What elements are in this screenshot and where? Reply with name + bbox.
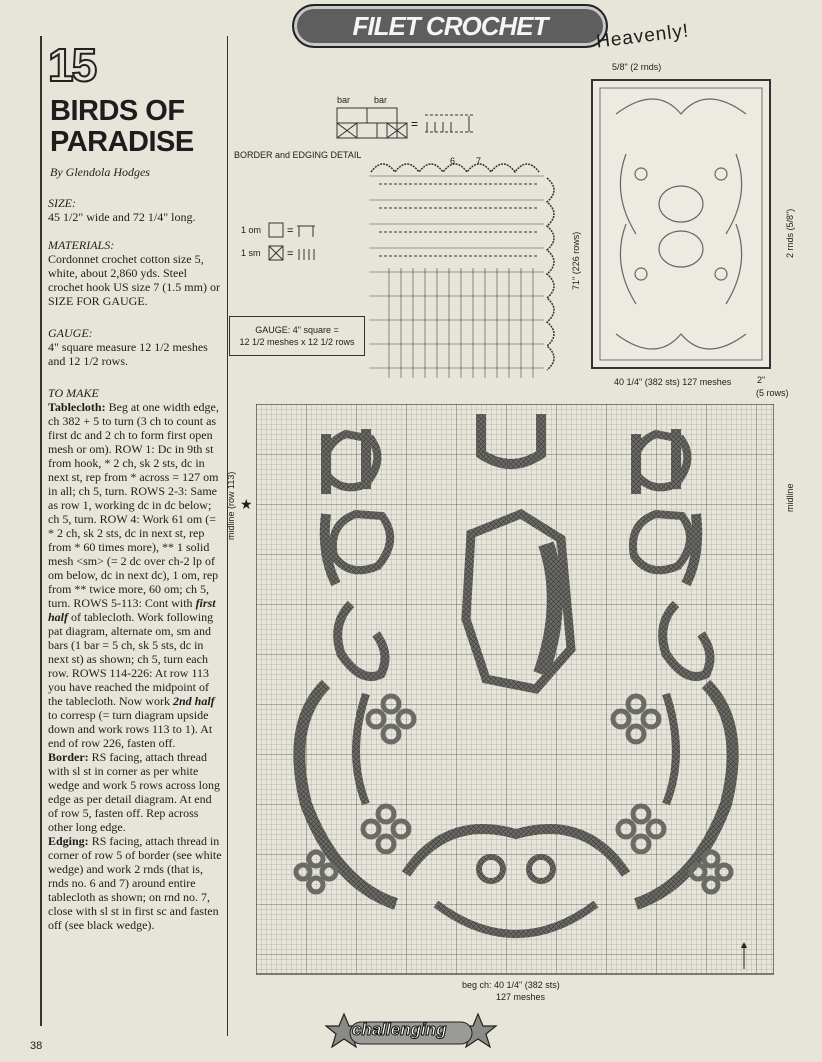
instructions-section — [48, 386, 224, 932]
gauge-heading: GAUGE: — [48, 326, 93, 340]
schematic-border-dim: 2" — [757, 375, 766, 385]
border-paragraph — [48, 750, 224, 834]
gauge-box-line-1: GAUGE: 4" square = — [255, 325, 339, 335]
title-line-1: BIRDS OF — [50, 95, 185, 127]
bar-label-2: bar — [374, 95, 388, 105]
heavenly-tag: Heavenly! — [595, 20, 691, 53]
tablecloth-text: Beg at one width edge, ch 382 + 5 to turn (3 ch to count as first dc and 2 ch to form first open mesh or om). ROW 1: Dc in 9th st from hook, * 2 ch, sk 2 sts, dc in next st, rep from * across = 127 om in all; ch 5, turn. ROWS 2-3: Same as row 1, working dc in dc below; ch 5, turn. ROW 4: Work 61 om (= * 2 ch, sk 2 sts, dc in next st, rep from * 60 times more), ** 1 solid mesh <sm> (= 2 dc over ch-2 lp of om below, dc in next dc), 1 om, rep from ** twice more, 60 om; ch 5, turn. ROWS 5-113: Cont with — [48, 400, 219, 610]
materials-heading: MATERIALS: — [48, 238, 115, 252]
svg-text:=: = — [287, 248, 294, 260]
section-banner — [292, 4, 608, 48]
sm-legend-label: 1 sm — [241, 248, 261, 258]
om-legend-label: 1 om — [241, 225, 262, 235]
pattern-title — [50, 96, 225, 158]
rnd-7-label: 7 — [476, 156, 482, 166]
border-lead: Border: — [48, 750, 89, 764]
tablecloth-em-first-half: first half — [48, 596, 216, 624]
chart-midline-left-label: midline (row 113) — [226, 471, 236, 540]
border-edging-detail-label: BORDER and EDGING DETAIL — [234, 150, 362, 160]
filet-pattern-chart — [256, 404, 774, 982]
gauge-section — [48, 326, 224, 368]
left-border-rule — [40, 36, 42, 1026]
chart-meshes-label: 127 meshes — [496, 992, 546, 1002]
difficulty-badge-label: challenging — [352, 1020, 447, 1039]
schematic-border-rows: (5 rows) — [756, 388, 789, 398]
size-section — [48, 196, 224, 224]
edging-paragraph — [48, 834, 224, 932]
size-heading: SIZE: — [48, 196, 76, 210]
edging-lead: Edging: — [48, 834, 89, 848]
rnd-6-label: 6 — [450, 156, 456, 166]
author-byline: By Glendola Hodges — [50, 165, 150, 179]
svg-text:=: = — [411, 117, 419, 131]
chart-midline-right-label: midline — [785, 483, 795, 512]
midline-star-icon: ★ — [240, 496, 253, 512]
tablecloth-lead: Tablecloth: — [48, 400, 106, 414]
tablecloth-text-3: to corresp (= turn diagram upside down and work rows 113 to 1). At end of row 226, fasten off. — [48, 708, 213, 750]
schematic-bottom-dim: 40 1/4" (382 sts) 127 meshes — [614, 377, 732, 387]
border-text: RS facing, attach thread with sl st in corner as per white wedge and work 5 rows across long edge as per detail diagram. At end of row 5, fasten off. Rep across other long edge. — [48, 750, 220, 834]
svg-text:=: = — [287, 225, 294, 237]
materials-section — [48, 238, 224, 308]
tablecloth-text-2: of tablecloth. Work following pat diagram, alternate om, sm and bars (1 bar = 5 ch, sk 5 sts, dc in next st) as shown; ch 5, turn each row. ROWS 114-226: At row 113 you have reached the midpoint of the tablecloth. Now work — [48, 610, 214, 708]
banner-title: FILET CROCHET — [352, 10, 548, 41]
gauge-text: 4" square measure 12 1/2 meshes and 12 1/2 rows. — [48, 340, 208, 368]
gauge-box-line-2: 12 1/2 meshes x 12 1/2 rows — [239, 337, 355, 347]
page-number: 38 — [30, 1040, 43, 1052]
schematic-top-dim: 5/8" (2 rnds) — [612, 62, 662, 72]
tablecloth-schematic — [586, 74, 776, 374]
schematic-left-dim: 71" (226 rows) — [571, 231, 581, 290]
title-line-2: PARADISE — [50, 126, 194, 158]
pattern-number: 15 — [48, 39, 96, 91]
gauge-box — [229, 316, 365, 356]
tablecloth-em-second-half: 2nd half — [172, 694, 215, 708]
tomake-heading: TO MAKE — [48, 386, 99, 400]
chart-beg-ch-label: beg ch: 40 1/4" (382 sts) — [462, 980, 560, 990]
tablecloth-paragraph — [48, 400, 224, 750]
bar-label-1: bar — [337, 95, 351, 105]
schematic-right-dim: 2 rnds (5/8") — [785, 208, 795, 258]
materials-text: Cordonnet crochet cotton size 5, white, about 2,860 yds. Steel crochet hook US size 7 (1.5 mm) or SIZE FOR GAUGE. — [48, 252, 220, 308]
edging-text: RS facing, attach thread in corner of row 5 of border (see white wedge) and work 2 rnds (that is, rnds no. 6 and 7) around entire tablecloth as shown; on rnd no. 7, close with sl st in first sc and fasten off (see black wedge). — [48, 834, 222, 932]
size-text: 45 1/2" wide and 72 1/4" long. — [48, 210, 196, 224]
